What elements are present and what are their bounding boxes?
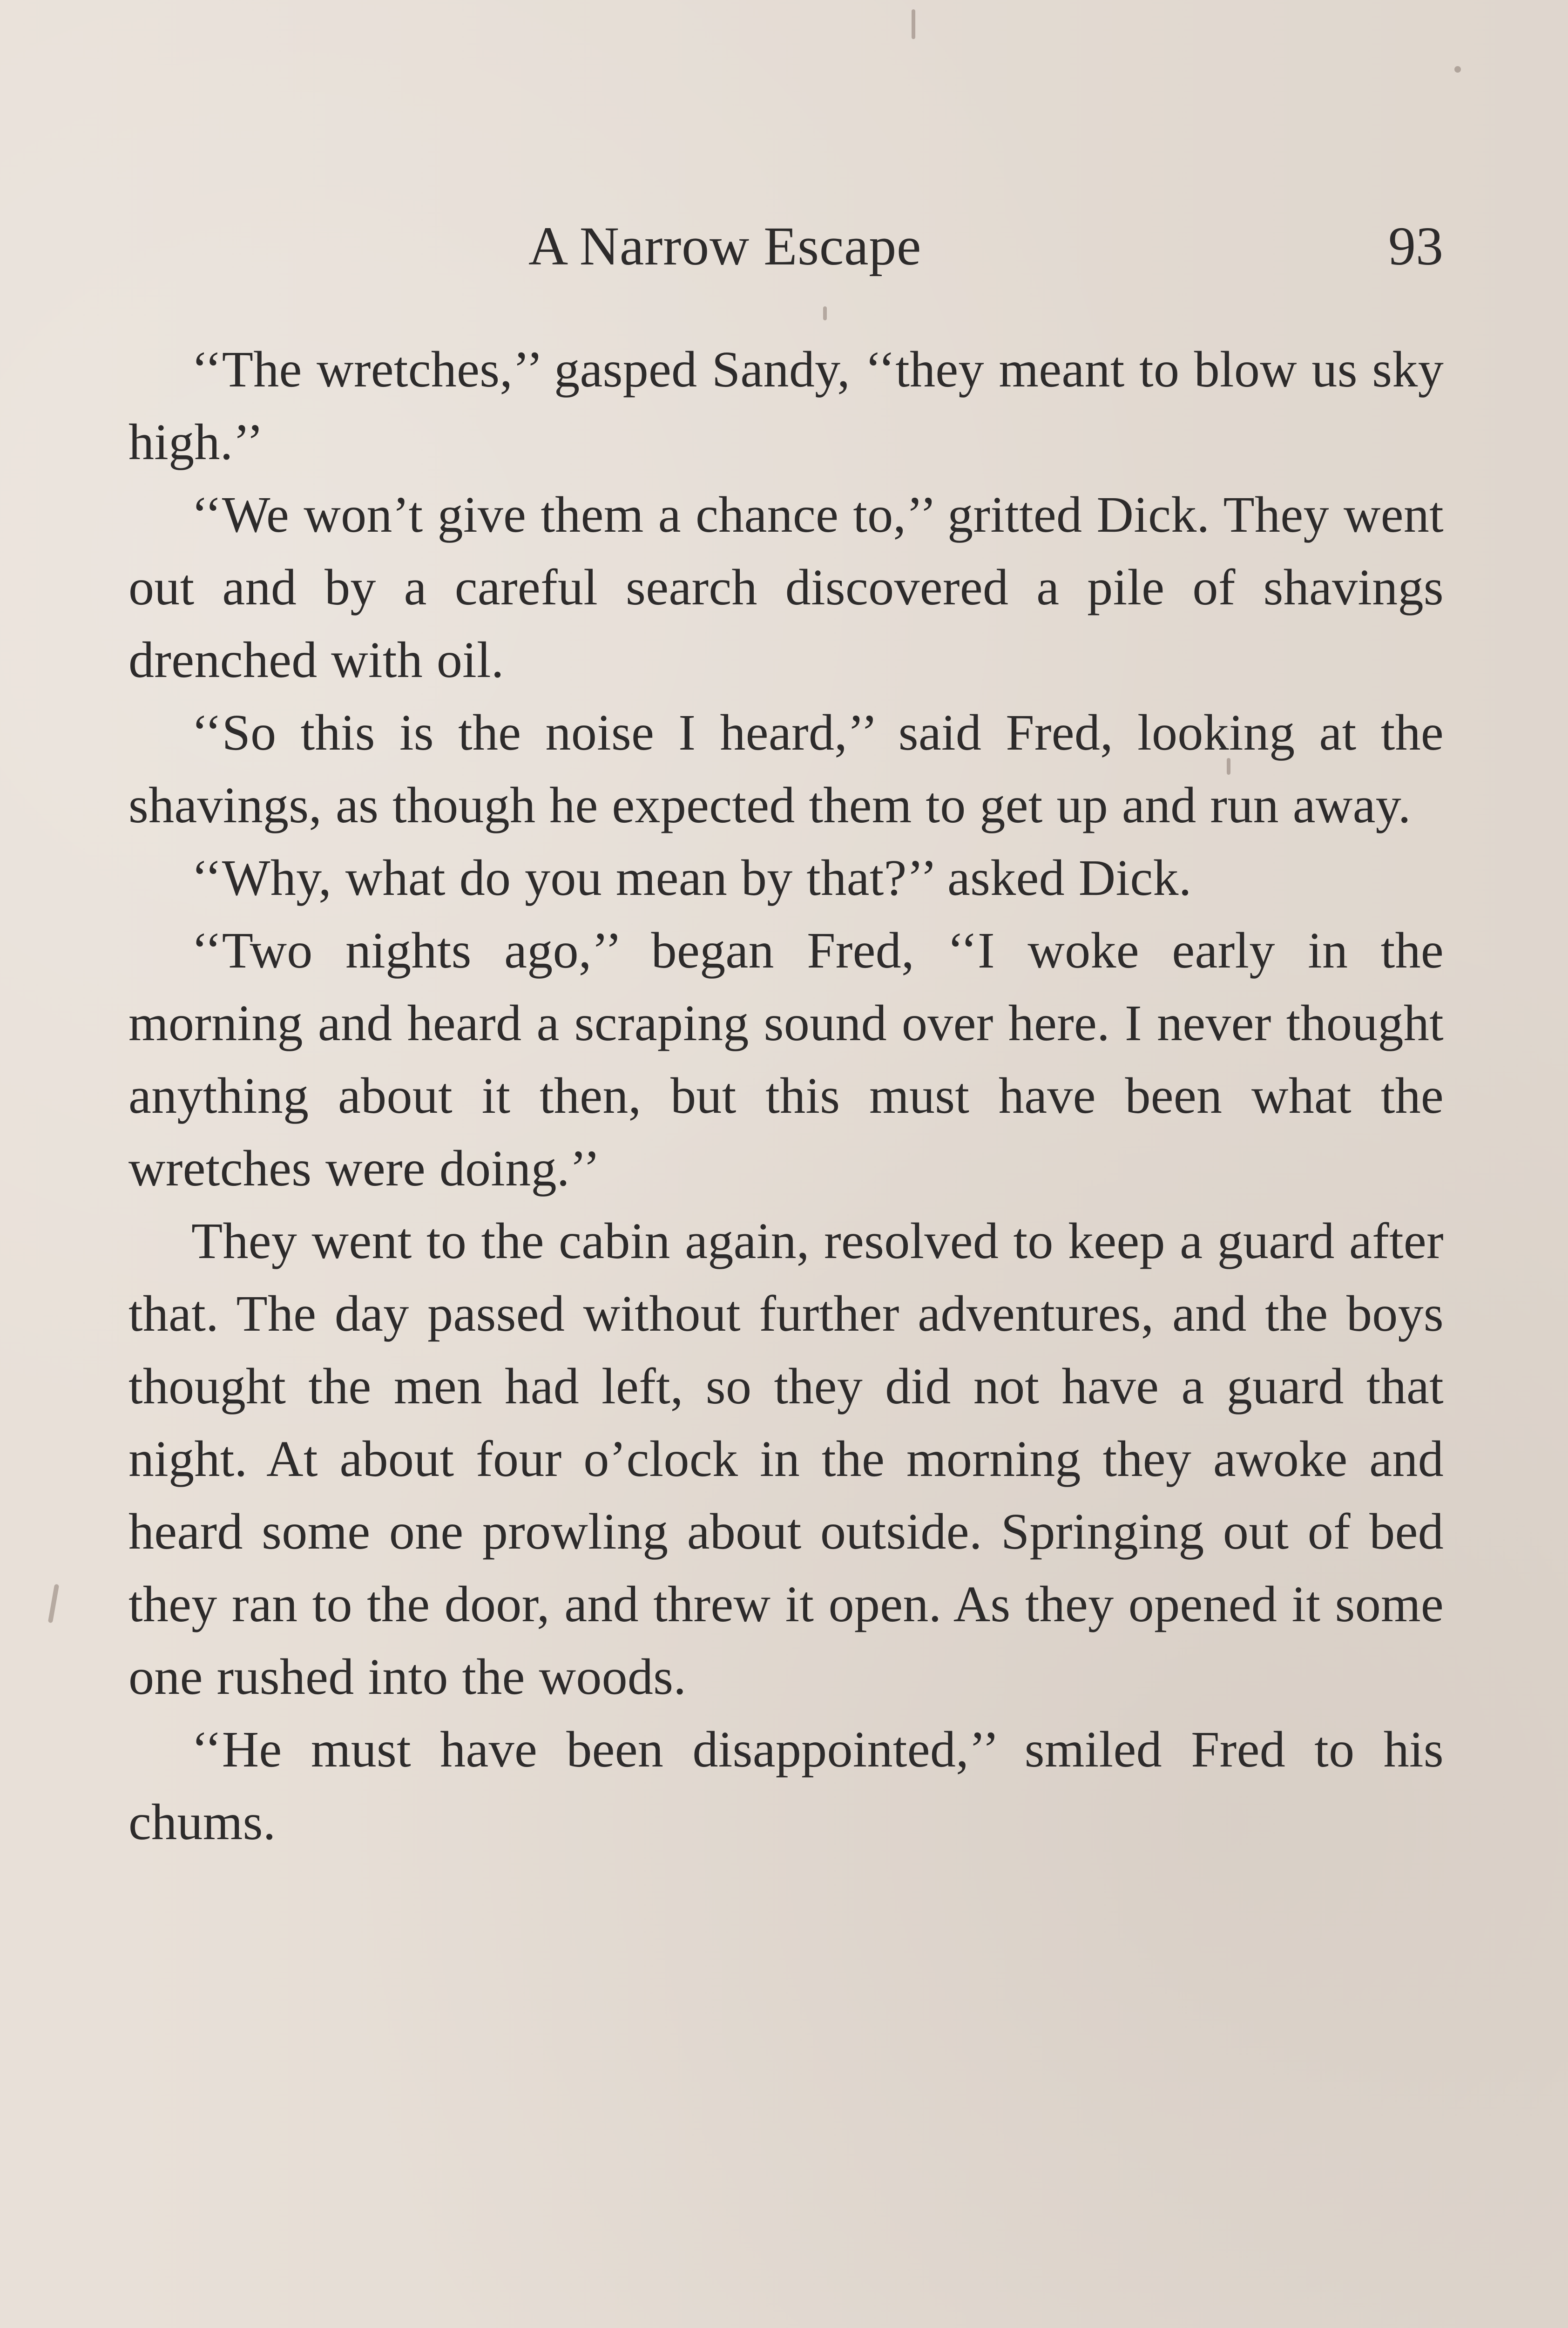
paragraph: ‘‘The wretches,’’ gasped Sandy, ‘‘they meant to blow us sky high.’’ — [128, 341, 1444, 470]
paragraph: ‘‘So this is the noise I heard,’’ said Fred, looking at the shavings, as though he expected them to get up and run away. — [128, 704, 1444, 833]
chapter-title: A Narrow Escape — [528, 216, 922, 277]
paragraph: ‘‘Two nights ago,’’ began Fred, ‘‘I woke early in the morning and heard a scraping sound over here. I never thought anything about it then, but this must have been what the wretches were doing.’’ — [128, 922, 1444, 1197]
paragraph: ‘‘Why, what do you mean by that?’’ asked Dick. — [191, 849, 1192, 906]
page-text — [128, 333, 1444, 1858]
paper-speck — [912, 9, 915, 39]
paragraph: ‘‘We won’t give them a chance to,’’ gritted Dick. They went out and by a careful search discovered a pile of shavings drenched with oil. — [128, 486, 1444, 688]
paper-speck — [48, 1584, 59, 1623]
paragraph: ‘‘He must have been disappointed,’’ smiled Fred to his chums. — [128, 1721, 1444, 1850]
paragraph: They went to the cabin again, resolved to keep a guard after that. The day passed without further adventures, and the boys thought the men had left, so they did not have a guard that night. At about four o’clock in the morning they awoke and heard some one prowling about outside. Springing out of bed they ran to the door, and threw it open. As they opened it some one rushed into the woods. — [128, 1212, 1444, 1705]
running-head — [128, 216, 1443, 312]
paper-speck — [1454, 66, 1461, 73]
page-number: 93 — [1388, 216, 1443, 277]
